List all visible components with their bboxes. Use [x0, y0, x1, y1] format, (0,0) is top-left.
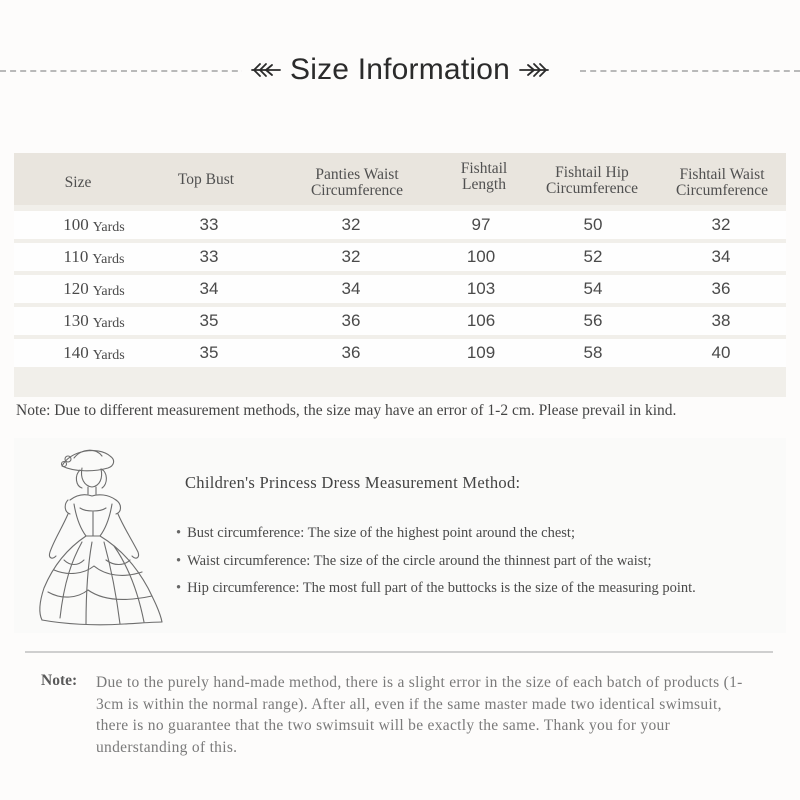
cell-top-bust: 33 [199, 247, 219, 266]
cell-fishtail-waist: 38 [711, 311, 731, 330]
header-panties-waist: Panties Waist Circumference [310, 166, 404, 199]
cell-top-bust: 35 [199, 343, 219, 362]
cell-panties-waist: 34 [341, 279, 361, 298]
dashed-divider-right [580, 70, 800, 72]
header-top-bust: Top Bust [177, 171, 235, 188]
cell-fishtail-waist: 32 [711, 215, 731, 234]
bullet-icon: • [176, 553, 182, 569]
cell-size: 110 Yards [63, 247, 125, 267]
title-wrap [242, 53, 558, 87]
method-item-waist: • Waist circumference: The size of the circle around the thinnest part of the waist; [176, 553, 652, 569]
cell-panties-waist: 32 [341, 215, 361, 234]
cell-panties-waist: 32 [341, 247, 361, 266]
table-row [14, 243, 786, 271]
cell-top-bust: 35 [199, 311, 219, 330]
page-title: Size Information [290, 53, 510, 86]
note-text: Due to the purely hand-made method, there is a slight error in the size of each batch of products (1-3cm is within the normal range). After all, even if the same master made two identical swimsuit, there is no guarantee that the two swimsuit will be exactly the same. Thank you for your understanding of this. [96, 674, 743, 756]
cell-top-bust: 34 [199, 279, 219, 298]
cell-top-bust: 33 [199, 215, 219, 234]
cell-size: 140 Yards [63, 343, 125, 363]
header-fishtail-waist: Fishtail Waist Circumference [675, 166, 769, 199]
princess-dress-illustration [24, 442, 174, 628]
section-header [0, 46, 800, 94]
note-divider [25, 651, 773, 653]
cell-panties-waist: 36 [341, 343, 361, 362]
cell-size: 100 Yards [63, 215, 125, 235]
cell-panties-waist: 36 [341, 311, 361, 330]
header-fishtail-length: Fishtail Length [460, 160, 508, 193]
note-label: Note: [41, 672, 78, 689]
cell-fishtail-hip: 58 [583, 343, 603, 362]
table-row [14, 275, 786, 303]
size-table [14, 153, 786, 397]
method-item-bust: • Bust circumference: The size of the highest point around the chest; [176, 525, 575, 541]
cell-size: 120 Yards [63, 279, 125, 299]
method-item-hip: • Hip circumference: The most full part of the buttocks is the size of the measuring point. [176, 580, 696, 596]
method-title: Children's Princess Dress Measurement Method: [185, 473, 521, 492]
cell-fishtail-hip: 50 [583, 215, 603, 234]
cell-size: 130 Yards [63, 311, 125, 331]
cell-fishtail-length: 103 [466, 279, 496, 298]
cell-fishtail-length: 109 [466, 343, 496, 362]
cell-fishtail-hip: 56 [583, 311, 603, 330]
measurement-note: Note: Due to different measurement methods, the size may have an error of 1-2 cm. Please prevail in kind. [16, 402, 677, 419]
cell-fishtail-hip: 52 [583, 247, 603, 266]
cell-fishtail-waist: 36 [711, 279, 731, 298]
ornament-right-icon [518, 60, 552, 80]
dashed-divider-left [0, 70, 258, 72]
ornament-left-icon [248, 60, 282, 80]
table-row [14, 211, 786, 239]
table-header-row [14, 153, 786, 205]
bullet-icon: • [176, 580, 182, 596]
cell-fishtail-waist: 40 [711, 343, 731, 362]
header-fishtail-hip: Fishtail Hip Circumference [545, 164, 639, 197]
cell-fishtail-hip: 54 [583, 279, 603, 298]
header-size: Size [64, 174, 92, 191]
cell-fishtail-length: 100 [466, 247, 496, 266]
bullet-icon: • [176, 525, 182, 541]
table-row [14, 307, 786, 335]
table-row [14, 339, 786, 367]
cell-fishtail-length: 97 [471, 215, 491, 234]
cell-fishtail-length: 106 [466, 311, 496, 330]
cell-fishtail-waist: 34 [711, 247, 731, 266]
